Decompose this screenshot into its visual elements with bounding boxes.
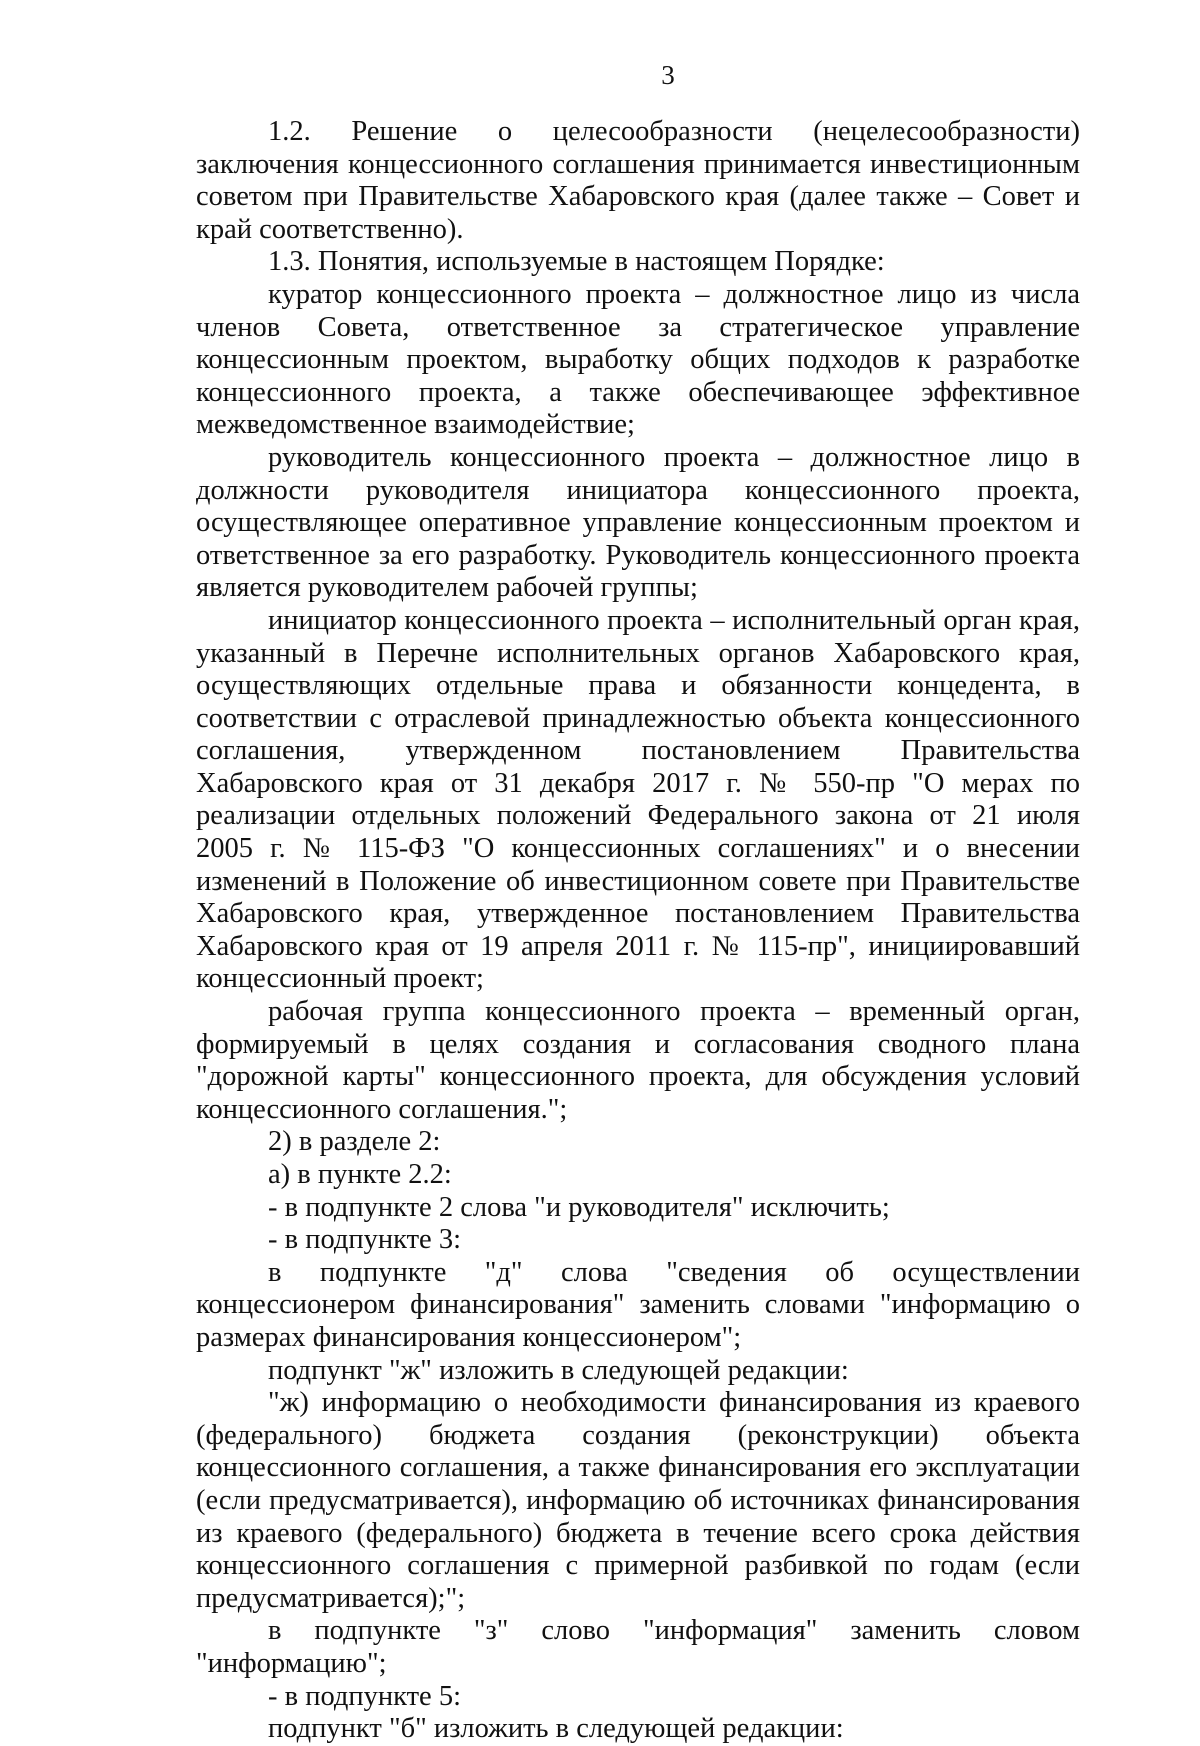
amendment-subitem-5: - в подпункте 5: (268, 1680, 462, 1712)
paragraph-1-2: 1.2. Решение о целесообразности (нецелесообразности) заключения концессионного соглашения принимается инвестиционным советом при Правительстве Хабаровского края (далее также – Совет и край соответственно). (196, 116, 1080, 245)
amendment-item-2-2: а) в пункте 2.2: (268, 1159, 452, 1190)
amendment-subitem-b-intro: подпункт "б" изложить в следующей редакции: (268, 1713, 844, 1745)
amendment-subitem-zh-text: "ж) информацию о необходимости финансирования из краевого (федерального) бюджета создания (реконструкции) объекта концессионного соглашения, а также финансирования его эксплуатации (если предусматривается), информацию об источниках финансирования из краевого (федерального) бюджета в течение всего срока действия концессионного соглашения с примерной разбивкой по годам (если предусматривается);"; (196, 1387, 1080, 1614)
amendment-subitem-2: - в подпункте 2 слова "и руководителя" исключить; (268, 1191, 890, 1223)
amendment-subitem-3: - в подпункте 3: (268, 1224, 462, 1256)
definition-curator: куратор концессионного проекта – должностное лицо из числа членов Совета, ответственное за стратегическое управление концессионным проектом, выработку общих подходов к разработке концессионного проекта, а также обеспечивающее эффективное межведомственное взаимодействие; (196, 278, 1080, 441)
amendment-subitem-d: в подпункте "д" слова "сведения об осуществлении концессионером финансирования" заменить словами "информацию о размерах финансирования концессионером"; (196, 1256, 1080, 1353)
definition-working-group: рабочая группа концессионного проекта – временный орган, формируемый в целях создания и согласования сводного плана "дорожной карты" концессионного проекта, для обсуждения условий концессионного соглашения."; (196, 996, 1080, 1125)
paragraph-1-3: 1.3. Понятия, используемые в настоящем Порядке: (268, 246, 885, 278)
amendment-subitem-zh-intro: подпункт "ж" изложить в следующей редакции: (268, 1354, 849, 1386)
definition-initiator: инициатор концессионного проекта – исполнительный орган края, указанный в Перечне исполнительных органов Хабаровского края, осуществляющих отдельные права и обязанности концедента, в соответствии с отраслевой принадлежностью объекта концессионного соглашения, утвержденном постановлением Правительства Хабаровского края от 31 декабря 2017 г. № 550-пр "О мерах по реализации отдельных положений Федерального закона от 21 июля 2005 г. № 115-ФЗ "О концессионных соглашениях" и о внесении изменений в Положение об инвестиционном совете при Правительстве Хабаровского края, утвержденное постановлением Правительства Хабаровского края от 19 апреля 2011 г. № 115-пр", инициировавший концессионный проект; (196, 604, 1080, 995)
definition-project-head: руководитель концессионного проекта – должностное лицо в должности руководителя инициатора концессионного проекта, осуществляющее оперативное управление концессионным проектом и ответственное за его разработку. Руководитель концессионного проекта является руководителем рабочей группы; (196, 441, 1080, 604)
amendment-subitem-z: в подпункте "з" слово "информация" заменить словом "информацию"; (196, 1615, 1080, 1679)
page-number: 3 (661, 60, 675, 90)
amendment-section-2: 2) в разделе 2: (268, 1126, 441, 1158)
document-body (196, 116, 1080, 1746)
